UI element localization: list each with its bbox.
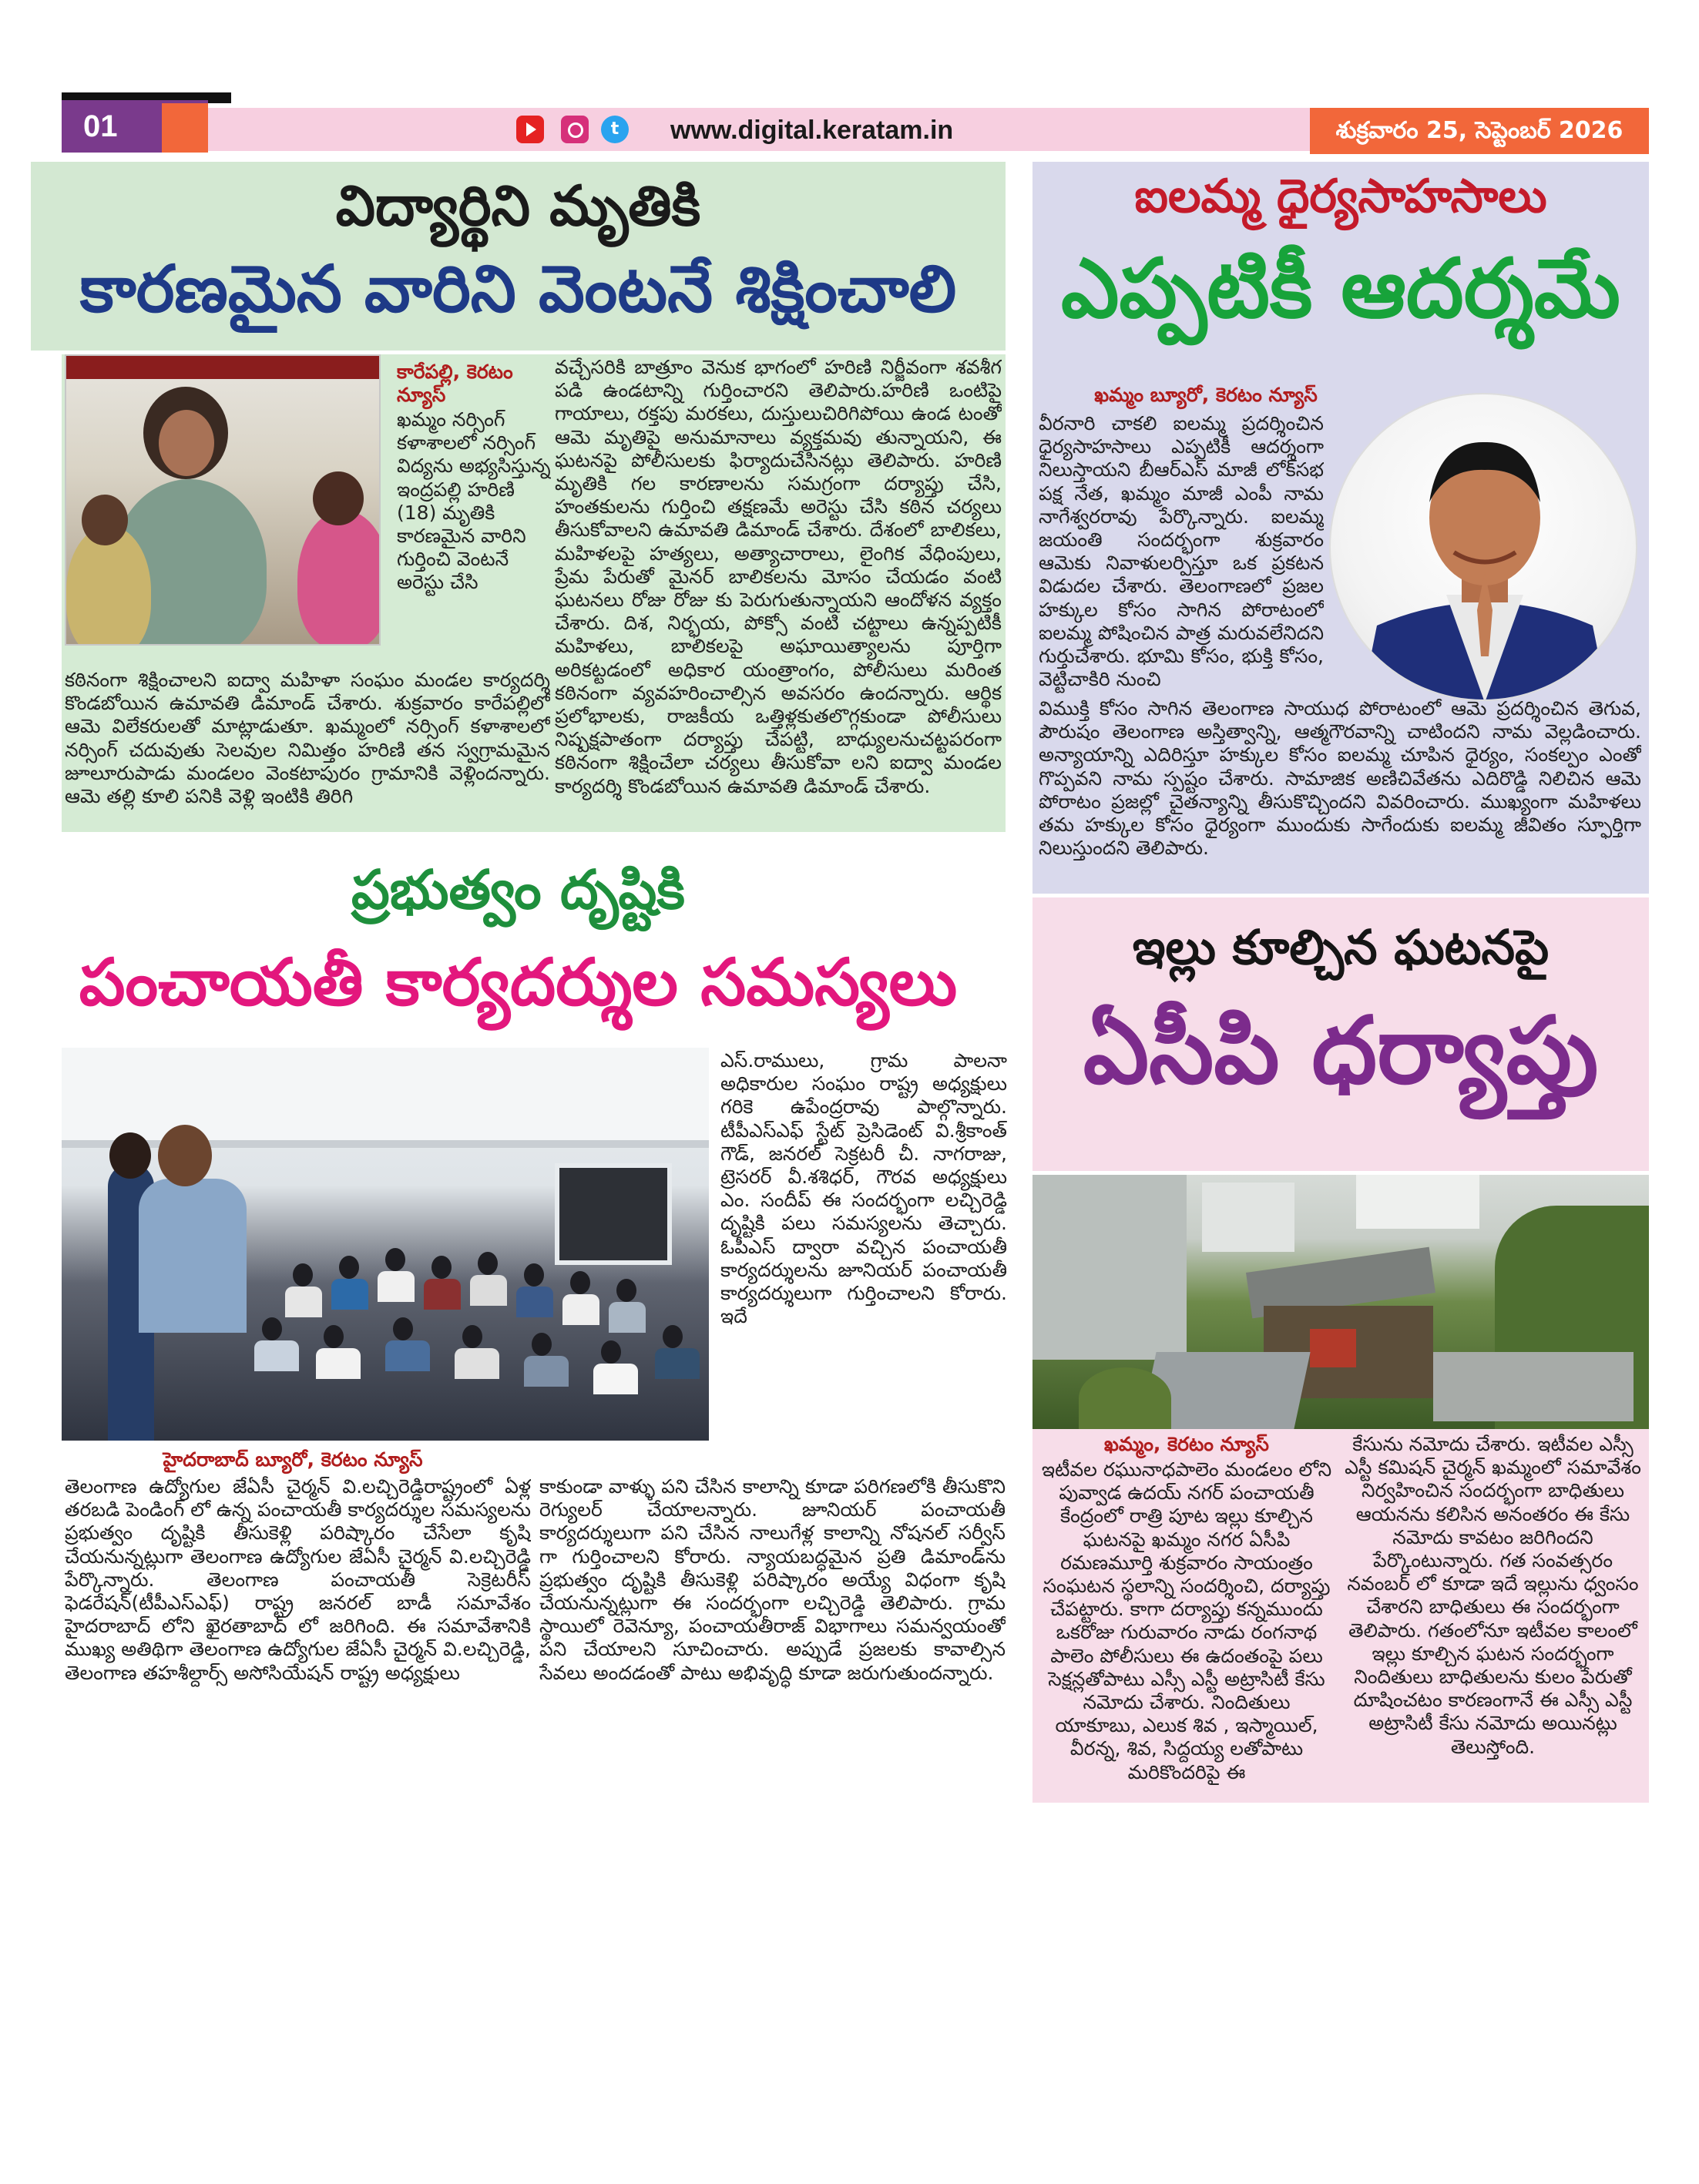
story3-column2: కాకుండా వాళ్ళు పని చేసిన కాలాన్ని కూడా పరిగణలోకి తీసుకొని రెగ్యులర్ చేయాలన్నారు. జూనియర్ పంచాయతీ కార్యదర్శులుగా పని చేసిన నాలుగేళ్ల కాలాన్ని నోషనల్ సర్వీస్ గా గుర్తించాలని కోరారు. న్యాయబద్ధమైన ప్రతి డిమాండ్‌ను ప్రభుత్వం దృష్టికి తీసుకెళ్లి పరిష్కారం అయ్యే విధంగా కృషి చేయనున్నట్లుగా ఈ సందర్భంగా లచ్చిరెడ్డి తెలిపారు. గ్రామ స్థాయిలో రెవెన్యూ, పంచాయతీరాజ్ విభాగాలు సమన్వయంతో పని చేయాలని సూచించారు. అప్పుడే ప్రజలకు కావాల్సిన సేవలు అందడంతో పాటు అభివృద్ధి కూడా జరుగుతుందన్నారు. <box>539 1475 1006 1684</box>
instagram-icon[interactable] <box>561 116 589 143</box>
page-number: 01 <box>62 100 208 153</box>
story2-portrait <box>1329 393 1637 701</box>
story2-headline: ఎప్పటికీ ఆదర్శమే <box>1061 241 1620 336</box>
story3-headline-line2: పంచాయతీ కార్యదర్శుల సమస్యలు <box>79 944 958 1020</box>
story4-kicker: ఇల్లు కూల్చిన ఘటనపై <box>1132 919 1550 975</box>
issue-date: శుక్రవారం 25, సెప్టెంబర్ 2026 <box>1310 108 1649 154</box>
story3-headline-line1: ప్రభుత్వం దృష్టికి <box>351 858 685 921</box>
story1-dateline: కారేపల్లి, కెరటం న్యూస్ <box>397 361 513 406</box>
story1-column1-bottom: కఠినంగా శిక్షించాలని ఐద్వా మహిళా సంఘం మండల కార్యదర్శి కొండబోయిన ఉమావతి డిమాండ్ చేశారు. శుక్రవారం కారేపల్లిలో ఆమె విలేకరులతో మాట్లాడుతూ. ఖమ్మంలో నర్సింగ్ కళాశాలలో నర్సింగ్ చదువుతు సెలవుల నిమిత్తం హరిణి తన స్వగ్రామమైన జూలూరుపాడు మండలం వెంకటాపురం గ్రామానికి వెళ్లిందన్నారు. ఆమె తల్లి కూలి పనికి వెళ్లి ఇంటికి తిరిగి <box>65 669 550 808</box>
story4-dateline: ఖమ్మం, కెరటం న్యూస్ <box>1104 1433 1269 1455</box>
story1-photo <box>65 354 381 646</box>
story2-body-wide: విముక్తి కోసం సాగిన తెలంగాణ సాయుధ పోరాటంలో ఆమె ప్రదర్శించిన తెగువ, పౌరుషం తెలంగాణ అస్తిత్వాన్ని, ఆత్మగౌరవాన్ని చాటిందని నామ వెల్లడించారు. అన్యాయాన్ని ఎదిరిస్తూ హక్కుల కోసం ఐలమ్మ చూపిన ధైర్యం, సంకల్పం ఎంతో గొప్పవని నామ స్పష్టం చేశారు. సామాజిక అణిచివేతను ఎదిరొడ్డి నిలిచిన ఆమె పోరాటం ప్రజల్లో చైతన్యాన్ని తీసుకొచ్చిందని వివరించారు. ముఖ్యంగా మహిళలు తమ హక్కుల కోసం ధైర్యంగా ముందుకు సాగేందుకు ఐలమ్మ జీవితం స్ఫూర్తిగా నిలుస్తుందని తెలిపారు. <box>1039 697 1641 860</box>
story4-column1: ఇటీవల రఘునాధపాలెం మండలం లోని పువ్వాడ ఉదయ్ నగర్ పంచాయతీ కేంద్రంలో రాత్రి పూట ఇల్లు కూల్చిన ఘటనపై ఖమ్మం నగర ఏసీపి రమణమూర్తి శుక్రవారం సాయంత్రం సంఘటన స్థలాన్ని సందర్శించి, దర్యాప్తు చేపట్టారు. కాగా దర్యాప్తు కన్నముందు ఒకరోజు గురువారం నాడు రంగనాథ పాలెం పోలీసులు ఈ ఉదంతంపై పలు సెక్షన్లతోపాటు ఎస్సీ ఎస్టీ అట్రాసిటీ కేసు నమోదు చేశారు. నిందితులు యాకూబు, ఎలుక శివ , ఇస్మాయిల్, వీరన్న, శివ, సిద్దయ్య లతోపాటు మరికొందరిపై ఈ <box>1041 1458 1332 1783</box>
story1-column2: వచ్చేసరికి బాత్రూం వెనుక భాగంలో హరిణి నిర్జీవంగా శవశీగ పడి ఉండటాన్ని గుర్తించారని తెలిపారు.హరిణి ఒంటిపై గాయాలు, రక్తపు మరకలు, దుస్తులుచిరిగిపోయి ఉండ టంతో ఆమె మృతిపై అనుమానాలు వ్యక్తమవు తున్నాయని, ఈ ఘటనపై పోలీసులకు ఫిర్యాదుచేసినట్లు తెలిపారు. హరిణి మృతికి గల కారణాలను సమగ్రంగా దర్యాప్తు చేసి, హంతకులను గుర్తించి తక్షణమే అరెస్టు చేసి కఠిన చర్యలు తీసుకోవాలని ఉమావతి డిమాండ్ చేశారు. దేశంలో బాలికలు, మహిళలపై హత్యలు, అత్యాచారాలు, లైంగిక వేధింపులు, ప్రేమ పేరుతో మైనర్ బాలికలను మోసం చేయడం వంటి ఘటనలు రోజు రోజు కు పెరుగుతున్నాయని ఆందోళన వ్యక్తం చేశారు. దిశ, నిర్భయ, పోక్సో వంటి చట్టాలు ఉన్నప్పటికీ మహిళలు, బాలికలపై అఘాయిత్యాలను పూర్తిగా అరికట్టడంలో అధికార యంత్రాంగం, పోలీసులు మరింత కఠినంగా వ్యవహరించాల్సిన అవసరం ఉందన్నారు. ఆర్థిక ప్రలోభాలకు, రాజకీయ ఒత్తిళ్లకుతలొగ్గకుండా పోలీసులు నిష్పక్షపాతంగా దర్యాప్తు చేపట్టి, బాధ్యులనుచట్టపరంగా కఠినంగా శిక్షించేలా చర్యలు తీసుకోవా లని ఐద్వా మండల కార్యదర్శి కొండబోయిన ఉమావతి డిమాండ్ చేశారు. <box>555 356 1002 797</box>
story1-headline-line1: విద్యార్థిని మృతికి <box>335 173 701 238</box>
story2-kicker: ఐలమ్మ ధైర్యసాహసాలు <box>1134 169 1547 223</box>
story3-photo <box>62 1048 709 1441</box>
story4-photo <box>1032 1175 1649 1429</box>
story4-headline: ఏసీపి ధర్యాప్తు <box>1083 998 1599 1105</box>
website-link[interactable]: www.digital.keratam.in <box>670 116 954 145</box>
portrait-illustration <box>1331 394 1637 701</box>
page-number-tab <box>162 103 208 153</box>
story3-dateline: హైదరాబాద్ బ్యూరో, కెరటం న్యూస్ <box>163 1448 423 1471</box>
story2-body-narrow: వీరనారి చాకలి ఐలమ్మ ప్రదర్శించిన ధైర్యసాహసాలు ఎప్పటికీ ఆదర్శంగా నిలుస్తాయని బీఆర్ఎస్ మాజీ లోక్‌సభ పక్ష నేత, ఖమ్మం మాజీ ఎంపీ నామ నాగేశ్వరరావు పేర్కొన్నారు. ఐలమ్మ జయంతి సందర్భంగా శుక్రవారం ఆమెకు నివాళులర్పిస్తూ ఒక ప్రకటన విడుదల చేశారు. తెలంగాణలో ప్రజల హక్కుల కోసం సాగిన పోరాటంలో ఐలమ్మ పోషించిన పాత్ర మరువలేనిదని గుర్తుచేశారు. భూమి కోసం, భుక్తి కోసం, వెట్టిచాకిరి నుంచి <box>1039 412 1324 691</box>
twitter-icon[interactable]: t <box>601 116 629 143</box>
story1-column1-top: ఖమ్మం నర్సింగ్ కళాశాలలో నర్సింగ్ విద్యను అభ్యసిస్తున్న ఇంద్రపల్లి హరిణి (18) మృతికి కారణమైన వారిని గుర్తించి వెంటనే అరెస్టు చేసి <box>397 408 551 594</box>
story2-dateline: ఖమ్మం బ్యూరో, కెరటం న్యూస్ <box>1094 384 1318 406</box>
youtube-icon[interactable] <box>516 116 544 143</box>
story3-photo-side-text: ఎస్.రాములు, గ్రామ పాలనా అధికారుల సంఘం రాష్ట్ర అధ్యక్షులు గరికె ఉపేంద్రరావు పాల్గొన్నారు. టీపీఎస్ఎఫ్ స్టేట్ ప్రెసిడెంట్ వి.శ్రీకాంత్ గౌడ్, జనరల్ సెక్రటరీ చీ. నాగరాజు, ట్రెసరర్ వీ.శశిధర్, గౌరవ అధ్యక్షులు ఎం. సందీప్ ఈ సందర్భంగా లచ్చిరెడ్డి దృష్టికి పలు సమస్యలను తెచ్చారు. ఓపీఎస్ ద్వారా వచ్చిన పంచాయతీ కార్యదర్శులను జూనియర్ పంచాయతీ కార్యదర్శులుగా గుర్తించాలని కోరారు. ఇదే <box>720 1049 1007 1328</box>
story1-headline-line2: కారణమైన వారిని వెంటనే శిక్షించాలి <box>79 251 957 327</box>
story3-column1: తెలంగాణ ఉద్యోగుల జేఏసీ చైర్మన్ వి.లచ్చిరెడ్డిరాష్ట్రంలో ఏళ్ల తరబడి పెండింగ్ లో ఉన్న పంచాయతీ కార్యదర్శుల సమస్యలను ప్రభుత్వం దృష్టికి తీసుకెళ్లి పరిష్కారం చేసేలా కృషి చేయనున్నట్లుగా తెలంగాణ ఉద్యోగుల జేఏసీ చైర్మన్ వి.లచ్చిరెడ్డి పేర్కొన్నారు. తెలంగాణ పంచాయతీ సెక్రెటరీస్ ఫెడరేషన్(టీపీఎస్ఎఫ్) రాష్ట్ర జనరల్ బాడీ సమావేశం హైదరాబాద్ లోని ఖైరతాబాద్ లో జరిగింది. ఈ సమావేశానికి ముఖ్య అతిథిగా తెలంగాణ ఉద్యోగుల జేఏసీ చైర్మన్ వి.లచ్చిరెడ్డి, తెలంగాణ తహశీల్దార్స్ అసోసియేషన్ రాష్ట్ర అధ్యక్షులు <box>65 1475 531 1684</box>
story4-column2: కేసును నమోదు చేశారు. ఇటీవల ఎస్సీ ఎస్టీ కమిషన్ చైర్మన్ ఖమ్మంలో సమావేశం నిర్వహించిన సందర్భంగా బాధితులు ఆయనను కలిసిన అనంతరం ఈ కేసు నమోదు కావటం జరిగిందని పేర్కొంటున్నారు. గత సంవత్సరం నవంబర్ లో కూడా ఇదే ఇల్లును ధ్వంసం చేశారని బాధితులు ఈ సందర్భంగా తెలిపారు. గతంలోనూ ఇటీవల కాలంలో ఇల్లు కూల్చిన ఘటన సందర్భంగా నిందితులు బాధితులను కులం పేరుతో దూషించటం కారణంగానే ఈ ఎస్సీ ఎస్టీ అట్రాసిటీ కేసు నమోదు అయినట్లు తెలుస్తోంది. <box>1345 1433 1641 1758</box>
